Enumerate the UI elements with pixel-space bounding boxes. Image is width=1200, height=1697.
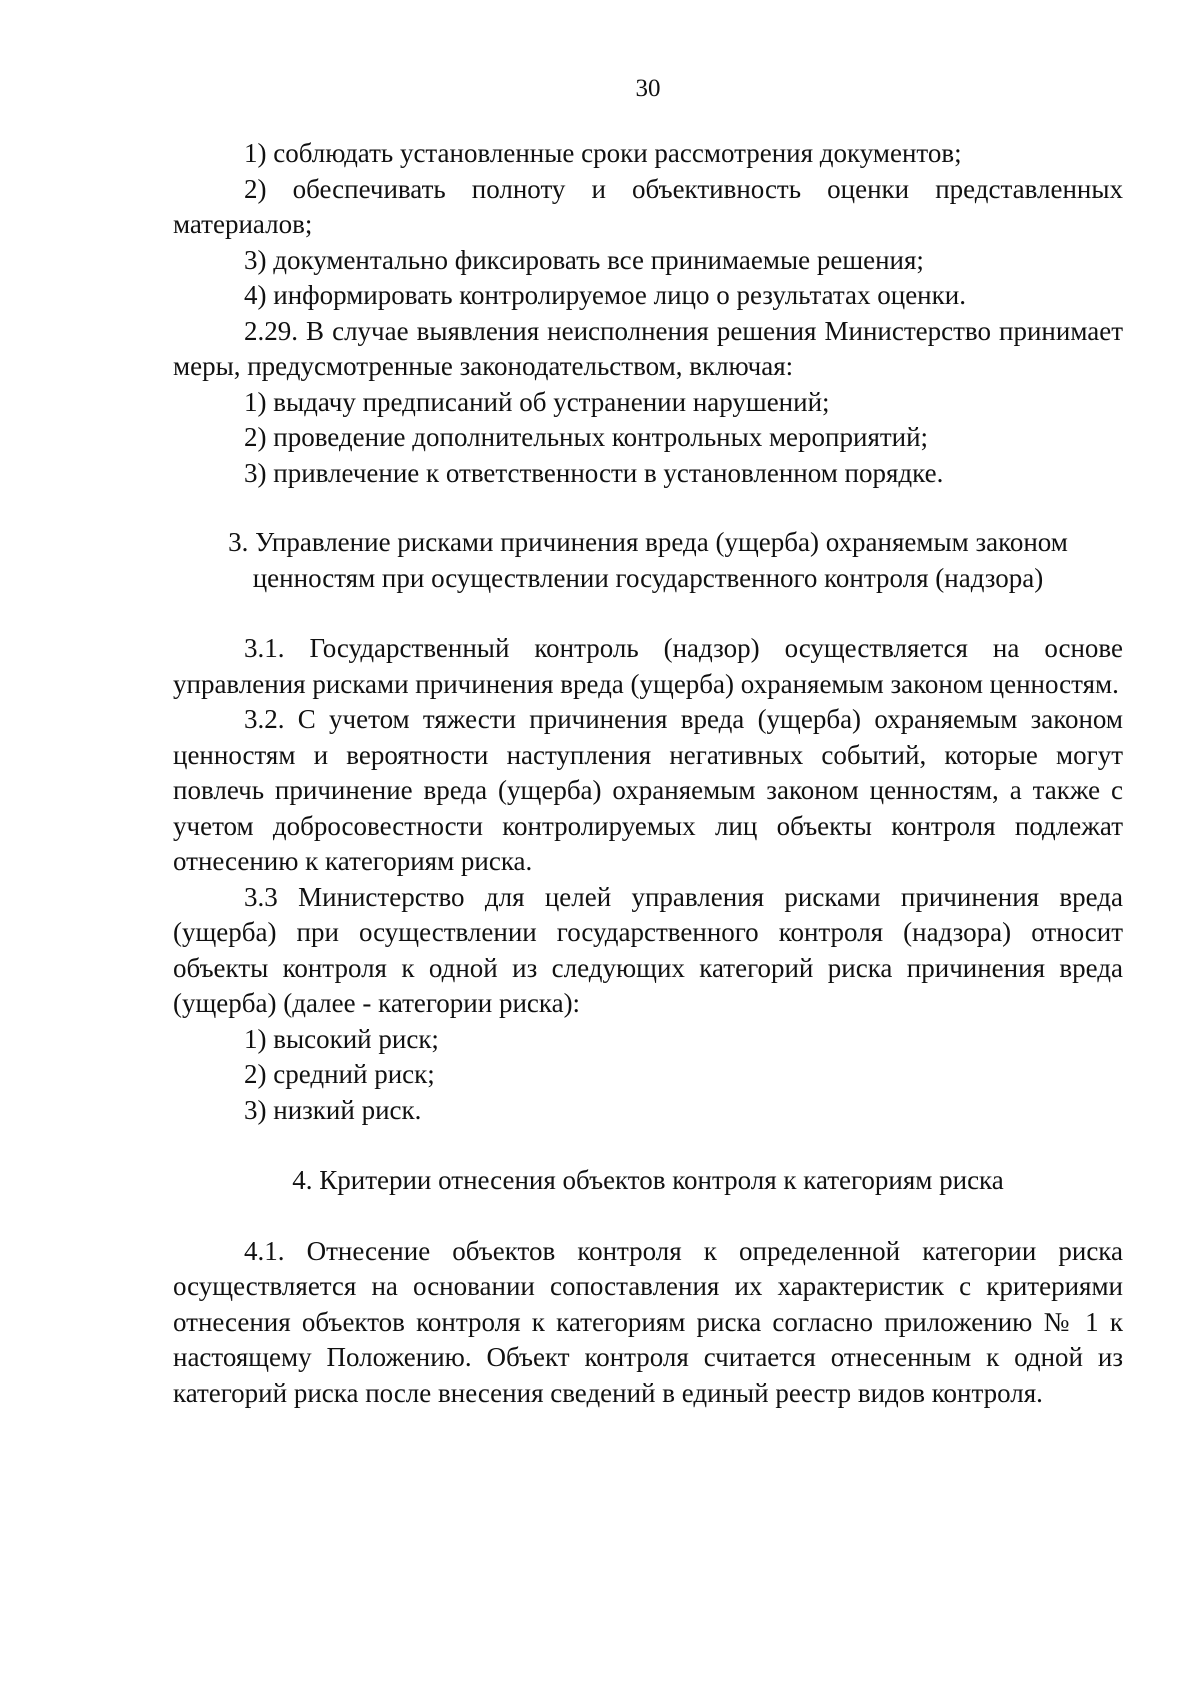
paragraph-3-1: 3.1. Государственный контроль (надзор) осуществляется на основе управления рисками причинения вреда (ущерба) охраняемым законом ценностям. xyxy=(173,633,1123,699)
paragraph-2-29: 2.29. В случае выявления неисполнения решения Министерство принимает меры, предусмотренные законодательством, включая: xyxy=(173,315,1123,381)
list-item: 2) обеспечивать полноту и объективность оценки представленных материалов; xyxy=(173,173,1123,239)
page-number: 30 xyxy=(635,75,661,102)
section-3-heading: 3. Управление рисками причинения вреда (ущерба) охраняемым законом ценностям при осуществлении государственного контроля (надзора) xyxy=(228,527,1068,593)
list-item: 3) привлечение к ответственности в установленном порядке. xyxy=(244,457,944,488)
paragraph-3-2: 3.2. С учетом тяжести причинения вреда (ущерба) охраняемым законом ценностям и вероятности наступления негативных событий, которые могут повлечь причинение вреда (ущерба) охраняемым законом ценностям, а также с учетом добросовестности контролируемых лиц объекты контроля подлежат отнесению к категориям риска. xyxy=(173,704,1123,876)
section-4-heading: 4. Критерии отнесения объектов контроля к категориям риска xyxy=(292,1165,1004,1195)
document-body xyxy=(173,136,1123,1411)
paragraph-3-3: 3.3 Министерство для целей управления рисками причинения вреда (ущерба) при осуществлении государственного контроля (надзора) относит объекты контроля к одной из следующих категорий риска причинения вреда (ущерба) (далее - категории риска): xyxy=(173,881,1123,1018)
list-item: 1) выдачу предписаний об устранении нарушений; xyxy=(244,386,830,417)
list-item: 1) соблюдать установленные сроки рассмотрения документов; xyxy=(244,138,962,168)
list-item: 2) проведение дополнительных контрольных мероприятий; xyxy=(244,422,929,452)
list-item: 3) документально фиксировать все принимаемые решения; xyxy=(244,244,924,275)
document-page xyxy=(173,0,1123,1697)
list-item: 4) информировать контролируемое лицо о результатах оценки. xyxy=(244,280,966,310)
list-item: 2) средний риск; xyxy=(244,1059,435,1089)
list-item: 3) низкий риск. xyxy=(244,1094,422,1125)
list-item: 1) высокий риск; xyxy=(244,1023,439,1054)
paragraph-4-1: 4.1. Отнесение объектов контроля к определенной категории риска осуществляется на основании сопоставления их характеристик с критериями отнесения объектов контроля к категориям риска согласно приложению № 1 к настоящему Положению. Объект контроля считается отнесенным к одной из категорий риска после внесения сведений в единый реестр видов контроля. xyxy=(173,1235,1123,1408)
